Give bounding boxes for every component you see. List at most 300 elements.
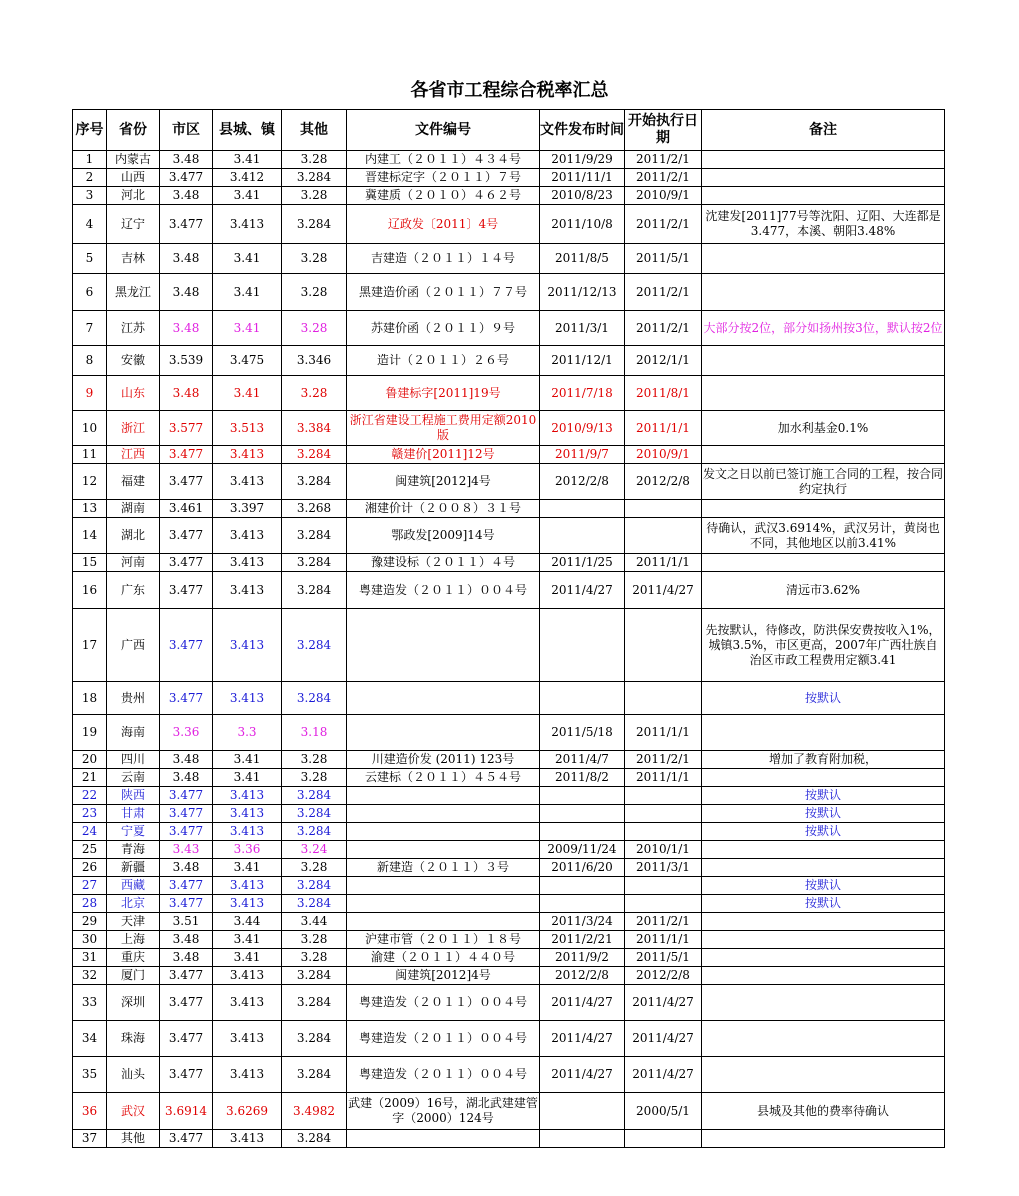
cell-index[interactable]: 13 [73, 500, 107, 518]
cell-county[interactable]: 3.413 [213, 787, 282, 805]
cell-city[interactable]: 3.36 [160, 715, 213, 751]
cell-document[interactable]: 粤建造发（２０１１）００４号 [347, 985, 540, 1021]
cell-publish-date[interactable] [540, 805, 625, 823]
cell-start-date[interactable] [625, 805, 702, 823]
cell-city[interactable]: 3.477 [160, 518, 213, 554]
cell-index[interactable]: 24 [73, 823, 107, 841]
cell-province[interactable]: 新疆 [107, 859, 160, 877]
cell-start-date[interactable]: 2011/2/1 [625, 751, 702, 769]
cell-document[interactable]: 川建造价发 (2011) 123号 [347, 751, 540, 769]
cell-index[interactable]: 20 [73, 751, 107, 769]
cell-document[interactable]: 苏建价函（２０１１）９号 [347, 311, 540, 346]
cell-other[interactable]: 3.28 [282, 151, 347, 169]
cell-other[interactable]: 3.28 [282, 751, 347, 769]
cell-document[interactable] [347, 913, 540, 931]
cell-start-date[interactable]: 2012/1/1 [625, 346, 702, 376]
header-cell-index[interactable]: 序号 [73, 110, 107, 151]
cell-publish-date[interactable]: 2011/4/7 [540, 751, 625, 769]
cell-province[interactable]: 其他 [107, 1130, 160, 1148]
cell-start-date[interactable]: 2000/5/1 [625, 1093, 702, 1130]
cell-publish-date[interactable]: 2012/2/8 [540, 464, 625, 500]
cell-index[interactable]: 18 [73, 682, 107, 715]
cell-index[interactable]: 25 [73, 841, 107, 859]
cell-index[interactable]: 27 [73, 877, 107, 895]
cell-index[interactable]: 30 [73, 931, 107, 949]
cell-other[interactable]: 3.28 [282, 769, 347, 787]
cell-document[interactable] [347, 877, 540, 895]
header-cell-province[interactable]: 省份 [107, 110, 160, 151]
cell-document[interactable]: 武建（2009）16号，湖北武建建管字（2000）124号 [347, 1093, 540, 1130]
cell-index[interactable]: 28 [73, 895, 107, 913]
cell-city[interactable]: 3.477 [160, 985, 213, 1021]
cell-index[interactable]: 32 [73, 967, 107, 985]
cell-start-date[interactable]: 2011/1/1 [625, 411, 702, 446]
cell-city[interactable]: 3.48 [160, 931, 213, 949]
cell-county[interactable]: 3.41 [213, 151, 282, 169]
cell-document[interactable]: 云建标（２０１１）４５４号 [347, 769, 540, 787]
cell-city[interactable]: 3.477 [160, 895, 213, 913]
cell-start-date[interactable]: 2011/8/1 [625, 376, 702, 411]
cell-province[interactable]: 云南 [107, 769, 160, 787]
cell-publish-date[interactable]: 2011/9/29 [540, 151, 625, 169]
cell-remarks[interactable]: 增加了教育附加税， [702, 751, 945, 769]
cell-city[interactable]: 3.48 [160, 187, 213, 205]
cell-city[interactable]: 3.51 [160, 913, 213, 931]
cell-province[interactable]: 安徽 [107, 346, 160, 376]
cell-remarks[interactable] [702, 967, 945, 985]
cell-remarks[interactable] [702, 859, 945, 877]
cell-index[interactable]: 16 [73, 572, 107, 609]
cell-remarks[interactable]: 按默认 [702, 877, 945, 895]
cell-other[interactable]: 3.284 [282, 205, 347, 244]
cell-start-date[interactable]: 2011/4/27 [625, 1057, 702, 1093]
cell-other[interactable]: 3.284 [282, 985, 347, 1021]
cell-remarks[interactable]: 沈建发[2011]77号等沈阳、辽阳、大连都是3.477，本溪、朝阳3.48% [702, 205, 945, 244]
cell-other[interactable]: 3.28 [282, 931, 347, 949]
cell-start-date[interactable]: 2011/4/27 [625, 985, 702, 1021]
cell-county[interactable]: 3.413 [213, 572, 282, 609]
cell-province[interactable]: 吉林 [107, 244, 160, 274]
cell-remarks[interactable] [702, 169, 945, 187]
cell-start-date[interactable]: 2010/9/1 [625, 446, 702, 464]
cell-county[interactable]: 3.475 [213, 346, 282, 376]
cell-city[interactable]: 3.477 [160, 446, 213, 464]
cell-start-date[interactable] [625, 518, 702, 554]
cell-publish-date[interactable]: 2011/10/8 [540, 205, 625, 244]
cell-city[interactable]: 3.48 [160, 751, 213, 769]
cell-document[interactable] [347, 841, 540, 859]
cell-remarks[interactable] [702, 1021, 945, 1057]
cell-publish-date[interactable] [540, 787, 625, 805]
cell-city[interactable]: 3.577 [160, 411, 213, 446]
cell-other[interactable]: 3.28 [282, 859, 347, 877]
cell-remarks[interactable]: 按默认 [702, 682, 945, 715]
cell-other[interactable]: 3.284 [282, 554, 347, 572]
cell-start-date[interactable]: 2011/5/1 [625, 244, 702, 274]
cell-remarks[interactable] [702, 913, 945, 931]
header-cell-publish-date[interactable]: 文件发布时间 [540, 110, 625, 151]
cell-county[interactable]: 3.413 [213, 446, 282, 464]
header-cell-document[interactable]: 文件编号 [347, 110, 540, 151]
cell-remarks[interactable] [702, 187, 945, 205]
cell-remarks[interactable] [702, 841, 945, 859]
cell-remarks[interactable] [702, 244, 945, 274]
cell-index[interactable]: 33 [73, 985, 107, 1021]
cell-other[interactable]: 3.28 [282, 949, 347, 967]
cell-county[interactable]: 3.413 [213, 1021, 282, 1057]
cell-index[interactable]: 9 [73, 376, 107, 411]
cell-remarks[interactable]: 大部分按2位，部分如扬州按3位，默认按2位 [702, 311, 945, 346]
cell-province[interactable]: 河北 [107, 187, 160, 205]
cell-index[interactable]: 19 [73, 715, 107, 751]
cell-city[interactable]: 3.48 [160, 151, 213, 169]
cell-county[interactable]: 3.6269 [213, 1093, 282, 1130]
cell-county[interactable]: 3.41 [213, 311, 282, 346]
cell-publish-date[interactable]: 2009/11/24 [540, 841, 625, 859]
cell-index[interactable]: 5 [73, 244, 107, 274]
cell-start-date[interactable]: 2011/2/1 [625, 311, 702, 346]
cell-remarks[interactable] [702, 346, 945, 376]
cell-county[interactable]: 3.41 [213, 376, 282, 411]
cell-index[interactable]: 26 [73, 859, 107, 877]
cell-document[interactable]: 渝建（２０１１）４４０号 [347, 949, 540, 967]
cell-start-date[interactable]: 2012/2/8 [625, 967, 702, 985]
cell-county[interactable]: 3.413 [213, 682, 282, 715]
cell-remarks[interactable] [702, 500, 945, 518]
cell-other[interactable]: 3.284 [282, 572, 347, 609]
cell-start-date[interactable]: 2010/1/1 [625, 841, 702, 859]
cell-province[interactable]: 武汉 [107, 1093, 160, 1130]
cell-county[interactable]: 3.413 [213, 464, 282, 500]
cell-province[interactable]: 辽宁 [107, 205, 160, 244]
cell-document[interactable]: 闽建筑[2012]4号 [347, 464, 540, 500]
cell-province[interactable]: 四川 [107, 751, 160, 769]
cell-publish-date[interactable]: 2011/3/1 [540, 311, 625, 346]
cell-other[interactable]: 3.384 [282, 411, 347, 446]
cell-other[interactable]: 3.24 [282, 841, 347, 859]
cell-publish-date[interactable] [540, 518, 625, 554]
cell-document[interactable]: 湘建价计（２００８）３１号 [347, 500, 540, 518]
cell-city[interactable]: 3.48 [160, 376, 213, 411]
cell-province[interactable]: 山东 [107, 376, 160, 411]
cell-city[interactable]: 3.477 [160, 877, 213, 895]
cell-document[interactable] [347, 805, 540, 823]
cell-other[interactable]: 3.284 [282, 877, 347, 895]
cell-start-date[interactable]: 2011/1/1 [625, 715, 702, 751]
cell-county[interactable]: 3.44 [213, 913, 282, 931]
cell-county[interactable]: 3.413 [213, 609, 282, 682]
cell-start-date[interactable] [625, 500, 702, 518]
cell-province[interactable]: 深圳 [107, 985, 160, 1021]
cell-document[interactable]: 粤建造发（２０１１）００４号 [347, 1021, 540, 1057]
cell-city[interactable]: 3.477 [160, 823, 213, 841]
cell-start-date[interactable] [625, 877, 702, 895]
cell-province[interactable]: 黑龙江 [107, 274, 160, 311]
cell-city[interactable]: 3.48 [160, 769, 213, 787]
cell-index[interactable]: 4 [73, 205, 107, 244]
cell-remarks[interactable]: 先按默认，待修改，防洪保安费按收入1%，城镇3.5%，市区更高，2007年广西壮族自治区市政工程费用定额3.41 [702, 609, 945, 682]
cell-document[interactable]: 晋建标定字（２０１１）７号 [347, 169, 540, 187]
cell-province[interactable]: 上海 [107, 931, 160, 949]
cell-publish-date[interactable]: 2011/7/18 [540, 376, 625, 411]
cell-publish-date[interactable]: 2011/11/1 [540, 169, 625, 187]
cell-remarks[interactable] [702, 715, 945, 751]
cell-province[interactable]: 珠海 [107, 1021, 160, 1057]
cell-index[interactable]: 12 [73, 464, 107, 500]
cell-other[interactable]: 3.346 [282, 346, 347, 376]
cell-remarks[interactable]: 按默认 [702, 895, 945, 913]
cell-city[interactable]: 3.477 [160, 1130, 213, 1148]
cell-province[interactable]: 湖南 [107, 500, 160, 518]
cell-index[interactable]: 2 [73, 169, 107, 187]
cell-other[interactable]: 3.284 [282, 518, 347, 554]
cell-city[interactable]: 3.477 [160, 169, 213, 187]
cell-city[interactable]: 3.477 [160, 787, 213, 805]
cell-county[interactable]: 3.41 [213, 931, 282, 949]
cell-province[interactable]: 厦门 [107, 967, 160, 985]
cell-start-date[interactable]: 2011/2/1 [625, 151, 702, 169]
cell-index[interactable]: 6 [73, 274, 107, 311]
cell-document[interactable]: 吉建造（２０１１）１４号 [347, 244, 540, 274]
cell-document[interactable] [347, 1130, 540, 1148]
cell-index[interactable]: 23 [73, 805, 107, 823]
cell-publish-date[interactable] [540, 877, 625, 895]
cell-remarks[interactable] [702, 554, 945, 572]
cell-other[interactable]: 3.28 [282, 244, 347, 274]
cell-document[interactable]: 赣建价[2011]12号 [347, 446, 540, 464]
cell-publish-date[interactable] [540, 500, 625, 518]
cell-remarks[interactable]: 清远市3.62% [702, 572, 945, 609]
cell-province[interactable]: 青海 [107, 841, 160, 859]
cell-document[interactable] [347, 609, 540, 682]
cell-county[interactable]: 3.41 [213, 769, 282, 787]
cell-publish-date[interactable]: 2011/1/25 [540, 554, 625, 572]
cell-index[interactable]: 37 [73, 1130, 107, 1148]
cell-start-date[interactable] [625, 823, 702, 841]
cell-index[interactable]: 8 [73, 346, 107, 376]
cell-province[interactable]: 汕头 [107, 1057, 160, 1093]
cell-other[interactable]: 3.284 [282, 446, 347, 464]
cell-county[interactable]: 3.413 [213, 205, 282, 244]
cell-county[interactable]: 3.41 [213, 949, 282, 967]
cell-start-date[interactable]: 2011/2/1 [625, 913, 702, 931]
cell-county[interactable]: 3.413 [213, 823, 282, 841]
cell-start-date[interactable]: 2010/9/1 [625, 187, 702, 205]
cell-index[interactable]: 7 [73, 311, 107, 346]
cell-document[interactable] [347, 787, 540, 805]
cell-province[interactable]: 湖北 [107, 518, 160, 554]
cell-province[interactable]: 江西 [107, 446, 160, 464]
cell-start-date[interactable]: 2011/2/1 [625, 169, 702, 187]
cell-province[interactable]: 内蒙古 [107, 151, 160, 169]
cell-remarks[interactable]: 按默认 [702, 823, 945, 841]
cell-index[interactable]: 1 [73, 151, 107, 169]
cell-other[interactable]: 3.28 [282, 376, 347, 411]
cell-county[interactable]: 3.412 [213, 169, 282, 187]
cell-document[interactable]: 内建工（２０１１）４３４号 [347, 151, 540, 169]
cell-county[interactable]: 3.413 [213, 877, 282, 895]
cell-publish-date[interactable] [540, 609, 625, 682]
cell-document[interactable]: 沪建市管（２０１１）１８号 [347, 931, 540, 949]
cell-province[interactable]: 重庆 [107, 949, 160, 967]
cell-document[interactable]: 粤建造发（２０１１）００４号 [347, 572, 540, 609]
cell-publish-date[interactable] [540, 895, 625, 913]
cell-city[interactable]: 3.477 [160, 554, 213, 572]
header-cell-county[interactable]: 县城、镇 [213, 110, 282, 151]
cell-other[interactable]: 3.4982 [282, 1093, 347, 1130]
cell-publish-date[interactable]: 2012/2/8 [540, 967, 625, 985]
cell-other[interactable]: 3.284 [282, 1130, 347, 1148]
cell-publish-date[interactable]: 2011/12/1 [540, 346, 625, 376]
cell-other[interactable]: 3.284 [282, 1021, 347, 1057]
cell-index[interactable]: 14 [73, 518, 107, 554]
cell-city[interactable]: 3.477 [160, 205, 213, 244]
cell-county[interactable]: 3.513 [213, 411, 282, 446]
cell-city[interactable]: 3.477 [160, 1057, 213, 1093]
cell-document[interactable]: 豫建设标（２０１１）４号 [347, 554, 540, 572]
cell-remarks[interactable] [702, 985, 945, 1021]
cell-province[interactable]: 宁夏 [107, 823, 160, 841]
cell-document[interactable]: 辽政发〔2011〕4号 [347, 205, 540, 244]
cell-publish-date[interactable]: 2011/9/7 [540, 446, 625, 464]
cell-county[interactable]: 3.413 [213, 1057, 282, 1093]
cell-start-date[interactable]: 2011/2/1 [625, 274, 702, 311]
cell-document[interactable]: 冀建质（２０１０）４６２号 [347, 187, 540, 205]
cell-document[interactable]: 浙江省建设工程施工费用定额2010版 [347, 411, 540, 446]
cell-county[interactable]: 3.41 [213, 859, 282, 877]
cell-county[interactable]: 3.413 [213, 895, 282, 913]
cell-publish-date[interactable]: 2011/12/13 [540, 274, 625, 311]
cell-publish-date[interactable]: 2011/3/24 [540, 913, 625, 931]
cell-remarks[interactable]: 县城及其他的费率待确认 [702, 1093, 945, 1130]
cell-publish-date[interactable]: 2011/8/5 [540, 244, 625, 274]
cell-publish-date[interactable]: 2011/5/18 [540, 715, 625, 751]
cell-city[interactable]: 3.477 [160, 967, 213, 985]
cell-index[interactable]: 15 [73, 554, 107, 572]
cell-city[interactable]: 3.48 [160, 949, 213, 967]
cell-county[interactable]: 3.413 [213, 1130, 282, 1148]
header-cell-remarks[interactable]: 备注 [702, 110, 945, 151]
cell-start-date[interactable] [625, 609, 702, 682]
cell-county[interactable]: 3.41 [213, 751, 282, 769]
cell-remarks[interactable]: 待确认，武汉3.6914%，武汉另计，黄岗也不同，其他地区以前3.41% [702, 518, 945, 554]
cell-index[interactable]: 3 [73, 187, 107, 205]
cell-publish-date[interactable] [540, 1130, 625, 1148]
cell-start-date[interactable] [625, 787, 702, 805]
cell-publish-date[interactable]: 2011/4/27 [540, 1021, 625, 1057]
cell-document[interactable] [347, 715, 540, 751]
cell-other[interactable]: 3.268 [282, 500, 347, 518]
cell-document[interactable]: 鄂政发[2009]14号 [347, 518, 540, 554]
cell-province[interactable]: 贵州 [107, 682, 160, 715]
cell-county[interactable]: 3.397 [213, 500, 282, 518]
cell-document[interactable]: 造计（２０１１）２６号 [347, 346, 540, 376]
cell-publish-date[interactable]: 2011/6/20 [540, 859, 625, 877]
cell-publish-date[interactable] [540, 682, 625, 715]
cell-index[interactable]: 31 [73, 949, 107, 967]
header-cell-other[interactable]: 其他 [282, 110, 347, 151]
cell-city[interactable]: 3.48 [160, 244, 213, 274]
cell-publish-date[interactable]: 2010/9/13 [540, 411, 625, 446]
cell-publish-date[interactable]: 2011/2/21 [540, 931, 625, 949]
cell-index[interactable]: 35 [73, 1057, 107, 1093]
cell-document[interactable] [347, 895, 540, 913]
cell-city[interactable]: 3.461 [160, 500, 213, 518]
cell-city[interactable]: 3.43 [160, 841, 213, 859]
cell-document[interactable]: 黑建造价函（２０１１）７７号 [347, 274, 540, 311]
cell-other[interactable]: 3.284 [282, 787, 347, 805]
cell-index[interactable]: 17 [73, 609, 107, 682]
cell-city[interactable]: 3.539 [160, 346, 213, 376]
cell-document[interactable] [347, 823, 540, 841]
cell-province[interactable]: 西藏 [107, 877, 160, 895]
cell-other[interactable]: 3.284 [282, 609, 347, 682]
cell-city[interactable]: 3.48 [160, 859, 213, 877]
cell-other[interactable]: 3.284 [282, 682, 347, 715]
cell-start-date[interactable]: 2011/1/1 [625, 769, 702, 787]
cell-city[interactable]: 3.477 [160, 1021, 213, 1057]
cell-index[interactable]: 11 [73, 446, 107, 464]
cell-document[interactable]: 鲁建标字[2011]19号 [347, 376, 540, 411]
cell-other[interactable]: 3.284 [282, 169, 347, 187]
cell-remarks[interactable] [702, 274, 945, 311]
cell-start-date[interactable]: 2011/4/27 [625, 572, 702, 609]
cell-other[interactable]: 3.18 [282, 715, 347, 751]
cell-province[interactable]: 山西 [107, 169, 160, 187]
cell-publish-date[interactable]: 2011/4/27 [540, 1057, 625, 1093]
cell-other[interactable]: 3.284 [282, 1057, 347, 1093]
cell-province[interactable]: 陕西 [107, 787, 160, 805]
cell-county[interactable]: 3.36 [213, 841, 282, 859]
cell-remarks[interactable]: 加水利基金0.1% [702, 411, 945, 446]
cell-remarks[interactable] [702, 769, 945, 787]
cell-start-date[interactable] [625, 1130, 702, 1148]
cell-county[interactable]: 3.413 [213, 554, 282, 572]
cell-city[interactable]: 3.6914 [160, 1093, 213, 1130]
cell-publish-date[interactable]: 2011/4/27 [540, 985, 625, 1021]
cell-other[interactable]: 3.44 [282, 913, 347, 931]
cell-publish-date[interactable]: 2010/8/23 [540, 187, 625, 205]
cell-province[interactable]: 天津 [107, 913, 160, 931]
cell-county[interactable]: 3.413 [213, 805, 282, 823]
cell-province[interactable]: 江苏 [107, 311, 160, 346]
cell-start-date[interactable]: 2011/5/1 [625, 949, 702, 967]
cell-province[interactable]: 海南 [107, 715, 160, 751]
cell-other[interactable]: 3.284 [282, 464, 347, 500]
cell-start-date[interactable]: 2011/1/1 [625, 931, 702, 949]
cell-index[interactable]: 21 [73, 769, 107, 787]
cell-remarks[interactable]: 按默认 [702, 805, 945, 823]
cell-county[interactable]: 3.413 [213, 985, 282, 1021]
cell-remarks[interactable] [702, 151, 945, 169]
cell-other[interactable]: 3.284 [282, 823, 347, 841]
cell-county[interactable]: 3.3 [213, 715, 282, 751]
cell-other[interactable]: 3.28 [282, 311, 347, 346]
cell-county[interactable]: 3.41 [213, 244, 282, 274]
cell-index[interactable]: 29 [73, 913, 107, 931]
cell-document[interactable]: 新建造（２０１１）３号 [347, 859, 540, 877]
cell-index[interactable]: 22 [73, 787, 107, 805]
cell-publish-date[interactable]: 2011/9/2 [540, 949, 625, 967]
cell-start-date[interactable]: 2011/2/1 [625, 205, 702, 244]
cell-document[interactable]: 粤建造发（２０１１）００４号 [347, 1057, 540, 1093]
cell-publish-date[interactable] [540, 1093, 625, 1130]
cell-province[interactable]: 广西 [107, 609, 160, 682]
cell-start-date[interactable]: 2011/4/27 [625, 1021, 702, 1057]
cell-city[interactable]: 3.477 [160, 572, 213, 609]
cell-start-date[interactable]: 2011/1/1 [625, 554, 702, 572]
cell-index[interactable]: 10 [73, 411, 107, 446]
